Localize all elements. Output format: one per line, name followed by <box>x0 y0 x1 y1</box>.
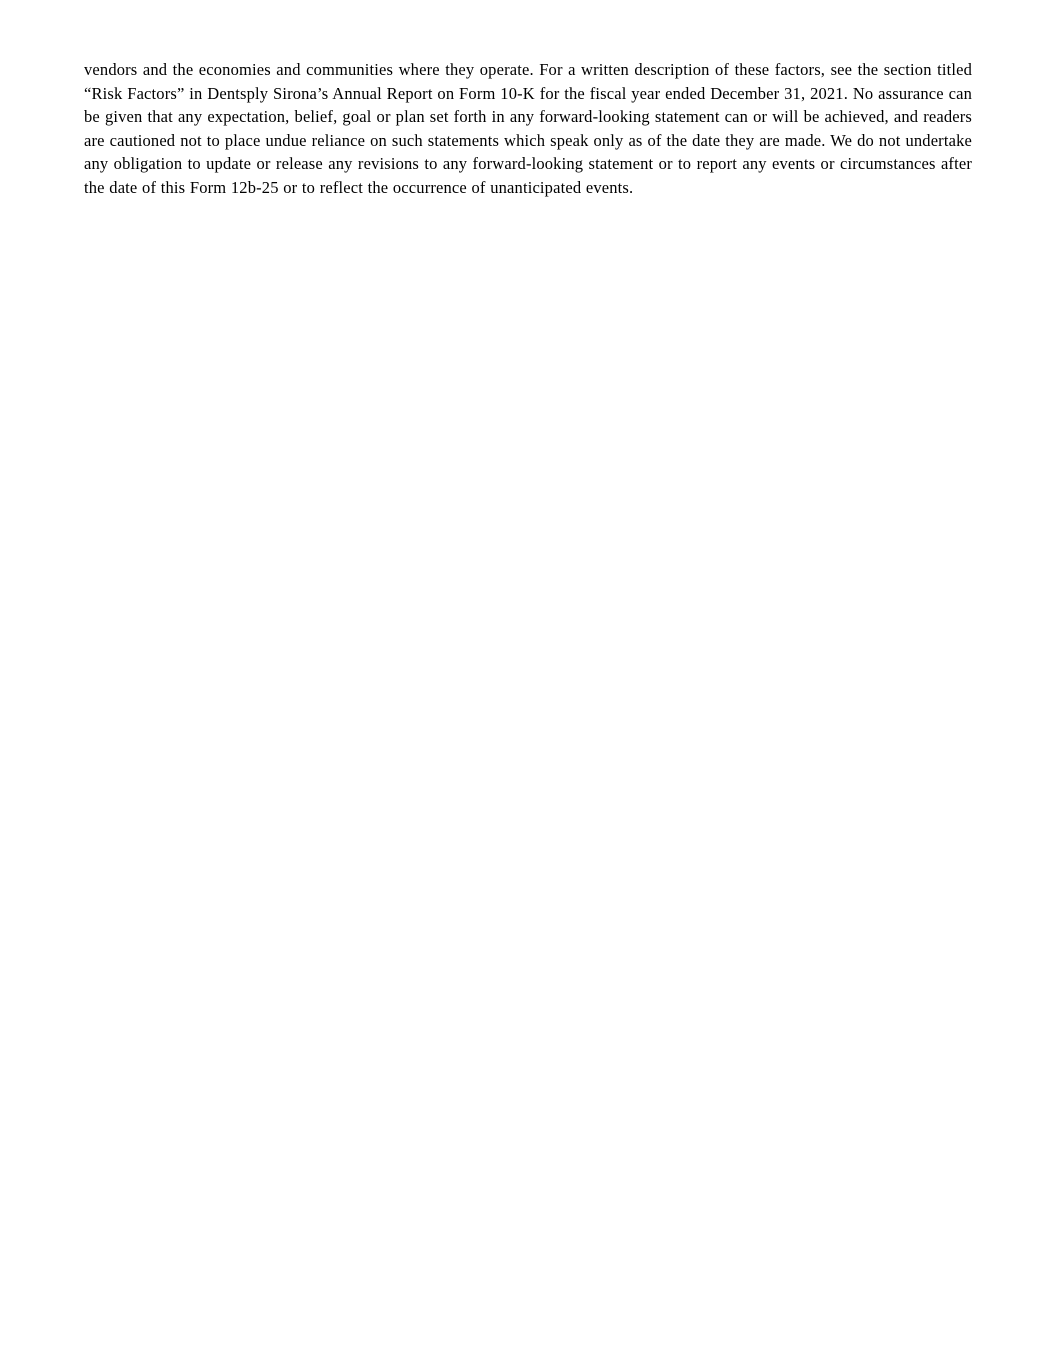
paragraph-forward-looking-statements: vendors and the economies and communities where they operate. For a written description of these factors, see the section titled “Risk Factors” in Dentsply Sirona’s Annual Report on Form 10-K for the fiscal year ended December 31, 2021. No assurance can be given that any expectation, belief, goal or plan set forth in any forward-looking statement can or will be achieved, and readers are cautioned not to place undue reliance on such statements which speak only as of the date they are made. We do not undertake any obligation to update or release any revisions to any forward-looking statement or to report any events or circumstances after the date of this Form 12b-25 or to reflect the occurrence of unanticipated events. <box>84 60 972 197</box>
page-content <box>84 58 972 199</box>
